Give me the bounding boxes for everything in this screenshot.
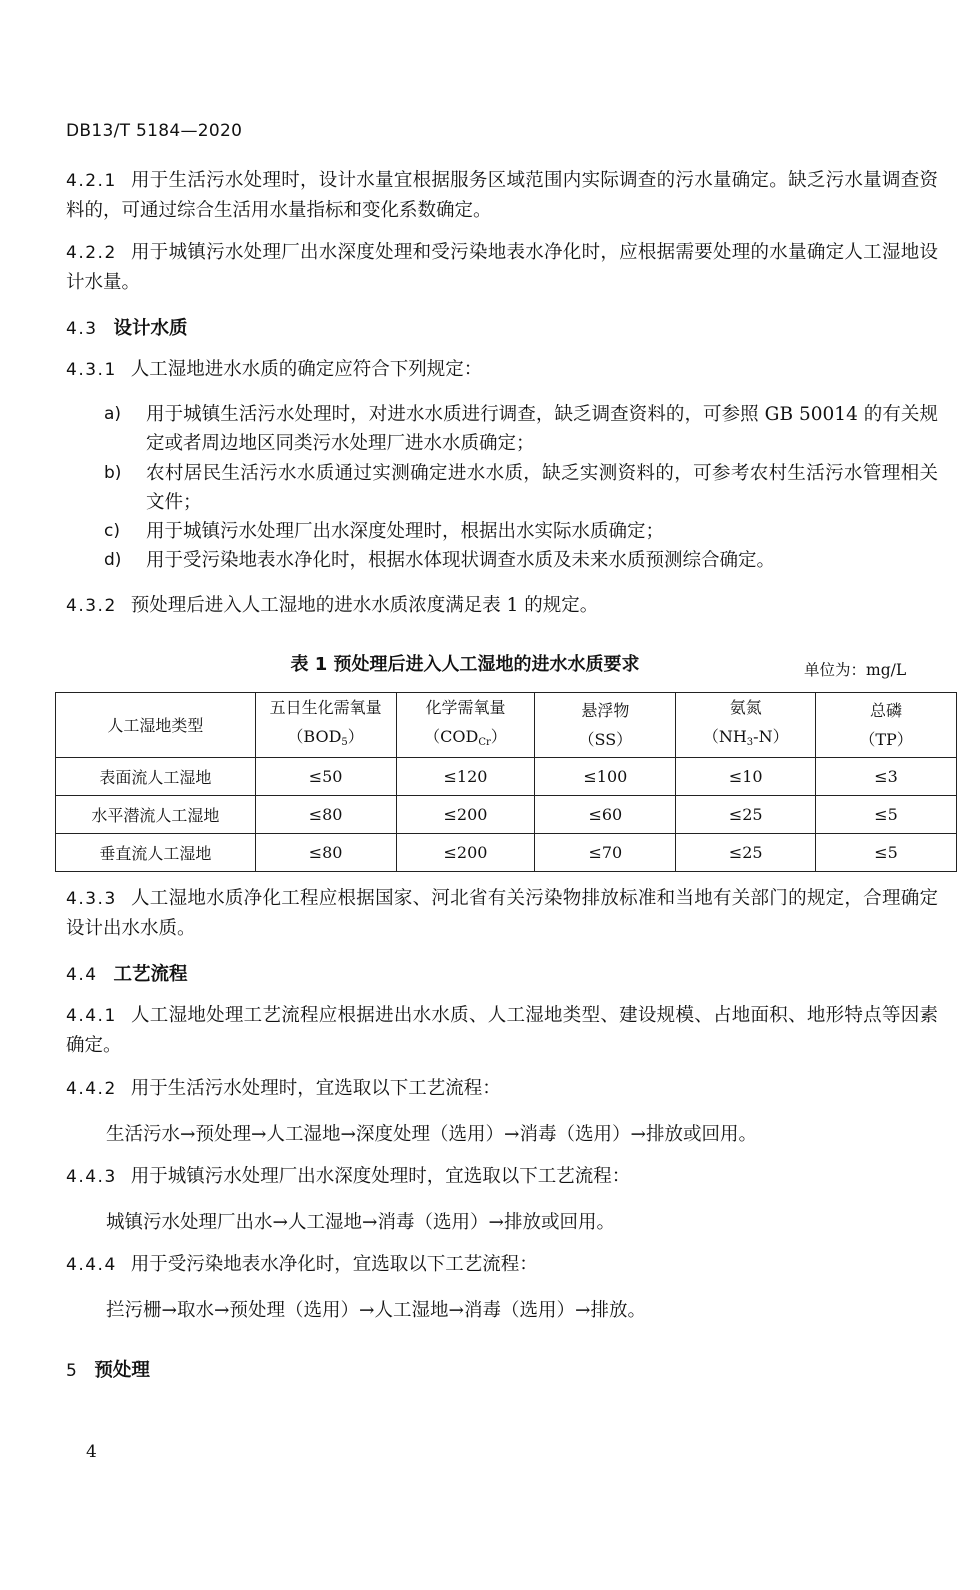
header-nh3n bbox=[676, 693, 816, 758]
header-wetland-type bbox=[56, 693, 256, 758]
clause-text: 预处理后进入人工湿地的进水水质浓度满足表 1 的规定。 bbox=[130, 595, 599, 616]
symbol-post: ） bbox=[347, 727, 364, 746]
table-cell: 表面流人工湿地 bbox=[56, 758, 256, 796]
header-symbol bbox=[816, 725, 956, 754]
list-item-label: c) bbox=[104, 521, 120, 541]
symbol-pre: （NH bbox=[702, 727, 747, 746]
list-item-label: d) bbox=[104, 550, 122, 570]
process-flow-4-4-3: 城镇污水处理厂出水→人工湿地→消毒（选用）→排放或回用。 bbox=[106, 1212, 616, 1233]
table-cell: ≤100 bbox=[535, 758, 676, 796]
process-flow-4-4-4: 拦污栅→取水→预处理（选用）→人工湿地→消毒（选用）→排放。 bbox=[106, 1300, 647, 1321]
list-item-b bbox=[104, 459, 938, 517]
table-cell: ≤5 bbox=[816, 796, 957, 834]
list-item-label: b) bbox=[104, 463, 122, 483]
water-quality-table bbox=[55, 692, 957, 872]
table-cell: 水平潜流人工湿地 bbox=[56, 796, 256, 834]
page-number: 4 bbox=[86, 1442, 97, 1462]
table-header-row bbox=[56, 693, 957, 758]
clause-4-4-2 bbox=[66, 1074, 938, 1104]
symbol-pre: （TP） bbox=[859, 730, 913, 749]
table-cell: ≤5 bbox=[816, 834, 957, 872]
section-title: 设计水质 bbox=[113, 318, 188, 339]
clause-text: 用于生活污水处理时，宜选取以下工艺流程： bbox=[130, 1078, 501, 1099]
clause-number: 4.4.2 bbox=[66, 1079, 117, 1099]
table-caption: 表 1 预处理后进入人工湿地的进水水质要求 bbox=[290, 654, 640, 675]
symbol-sub: Cr bbox=[478, 737, 491, 748]
header-symbol bbox=[535, 725, 675, 754]
process-flow-4-4-2: 生活污水→预处理→人工湿地→深度处理（选用）→消毒（选用）→排放或回用。 bbox=[106, 1124, 758, 1145]
symbol-post: ） bbox=[490, 727, 507, 746]
clause-number: 4.2.2 bbox=[66, 243, 117, 263]
clause-4-4-1 bbox=[66, 1001, 938, 1060]
document-code: DB13/T 5184—2020 bbox=[66, 121, 243, 141]
table-cell: ≤80 bbox=[255, 834, 396, 872]
header-codcr bbox=[396, 693, 535, 758]
header-bod5 bbox=[255, 693, 396, 758]
clause-4-2-1 bbox=[66, 166, 938, 225]
list-item-text: 用于城镇生活污水处理时，对进水水质进行调查，缺乏调查资料的，可参照 GB 50014 的有关规定或者周边地区同类污水处理厂进水水质确定； bbox=[146, 404, 938, 454]
section-number: 4.4 bbox=[66, 965, 98, 985]
clause-text: 用于受污染地表水净化时，宜选取以下工艺流程： bbox=[130, 1254, 538, 1275]
clause-text: 人工湿地处理工艺流程应根据进出水水质、人工湿地类型、建设规模、占地面积、地形特点等因素确定。 bbox=[66, 1005, 938, 1056]
clause-number: 4.3.2 bbox=[66, 596, 117, 616]
clause-text: 用于生活污水处理时，设计水量宜根据服务区域范围内实际调查的污水量确定。缺乏污水量调查资料的，可通过综合生活用水量指标和变化系数确定。 bbox=[66, 170, 938, 221]
list-item-d bbox=[104, 546, 938, 575]
header-text: 人工湿地类型 bbox=[107, 715, 204, 735]
symbol-post: -N） bbox=[753, 727, 789, 746]
header-text: 五日生化需氧量 bbox=[269, 698, 382, 717]
header-ss bbox=[535, 693, 676, 758]
list-item-c bbox=[104, 517, 938, 546]
table-cell: 垂直流人工湿地 bbox=[56, 834, 256, 872]
list-item-a bbox=[104, 400, 938, 458]
clause-4-3-2 bbox=[66, 591, 938, 621]
clause-number: 4.3.1 bbox=[66, 360, 117, 380]
symbol-pre: （SS） bbox=[578, 730, 633, 749]
clause-4-4-4 bbox=[66, 1250, 938, 1280]
clause-number: 4.4.3 bbox=[66, 1167, 117, 1187]
table-cell: ≤70 bbox=[535, 834, 676, 872]
table-cell: ≤10 bbox=[676, 758, 816, 796]
header-symbol bbox=[397, 722, 535, 757]
table-row bbox=[56, 796, 957, 834]
table-cell: ≤120 bbox=[396, 758, 535, 796]
list-item-text: 用于受污染地表水净化时，根据水体现状调查水质及未来水质预测综合确定。 bbox=[146, 550, 776, 571]
clause-4-4-3 bbox=[66, 1162, 938, 1192]
symbol-sub: 5 bbox=[341, 737, 348, 748]
section-title: 预处理 bbox=[94, 1360, 150, 1381]
header-tp bbox=[816, 693, 957, 758]
table-cell: ≤50 bbox=[255, 758, 396, 796]
header-text: 化学需氧量 bbox=[425, 698, 506, 717]
table-cell: ≤200 bbox=[396, 796, 535, 834]
table-cell: ≤200 bbox=[396, 834, 535, 872]
header-symbol bbox=[256, 722, 396, 757]
symbol-sub: 3 bbox=[746, 737, 754, 748]
header-text: 氨氮 bbox=[729, 698, 762, 717]
list-item-label: a) bbox=[104, 404, 122, 424]
clause-text: 用于城镇污水处理厂出水深度处理和受污染地表水净化时，应根据需要处理的水量确定人工湿地设计水量。 bbox=[66, 242, 938, 293]
clause-number: 4.4.1 bbox=[66, 1006, 117, 1026]
list-item-text: 农村居民生活污水水质通过实测确定进水水质，缺乏实测资料的，可参考农村生活污水管理相关文件； bbox=[146, 463, 938, 513]
clause-number: 4.2.1 bbox=[66, 171, 117, 191]
table-cell: ≤60 bbox=[535, 796, 676, 834]
clause-text: 人工湿地水质净化工程应根据国家、河北省有关污染物排放标准和当地有关部门的规定，合理确定设计出水水质。 bbox=[66, 888, 938, 939]
section-number: 5 bbox=[66, 1361, 79, 1381]
clause-4-3-3 bbox=[66, 884, 938, 943]
symbol-pre: （COD bbox=[424, 727, 479, 746]
clause-4-3-1 bbox=[66, 355, 938, 385]
table-row bbox=[56, 834, 957, 872]
section-heading-4-4 bbox=[66, 960, 188, 986]
section-title: 工艺流程 bbox=[113, 964, 188, 985]
clause-text: 人工湿地进水水质的确定应符合下列规定： bbox=[130, 359, 483, 380]
table-cell: ≤25 bbox=[676, 796, 816, 834]
clause-number: 4.3.3 bbox=[66, 889, 117, 909]
header-text: 总磷 bbox=[870, 701, 903, 720]
table-cell: ≤80 bbox=[255, 796, 396, 834]
symbol-pre: （BOD bbox=[287, 727, 342, 746]
clause-number: 4.4.4 bbox=[66, 1255, 117, 1275]
section-heading-4-3 bbox=[66, 314, 188, 340]
table-cell: ≤3 bbox=[816, 758, 957, 796]
table-cell: ≤25 bbox=[676, 834, 816, 872]
clause-text: 用于城镇污水处理厂出水深度处理时，宜选取以下工艺流程： bbox=[130, 1166, 631, 1187]
header-text: 悬浮物 bbox=[581, 701, 630, 720]
table-unit: 单位为：mg/L bbox=[804, 661, 907, 679]
section-number: 4.3 bbox=[66, 319, 98, 339]
clause-4-2-2 bbox=[66, 238, 938, 297]
section-heading-5 bbox=[66, 1356, 150, 1382]
table-row bbox=[56, 758, 957, 796]
list-item-text: 用于城镇污水处理厂出水深度处理时，根据出水实际水质确定； bbox=[146, 521, 665, 542]
header-symbol bbox=[676, 722, 815, 757]
